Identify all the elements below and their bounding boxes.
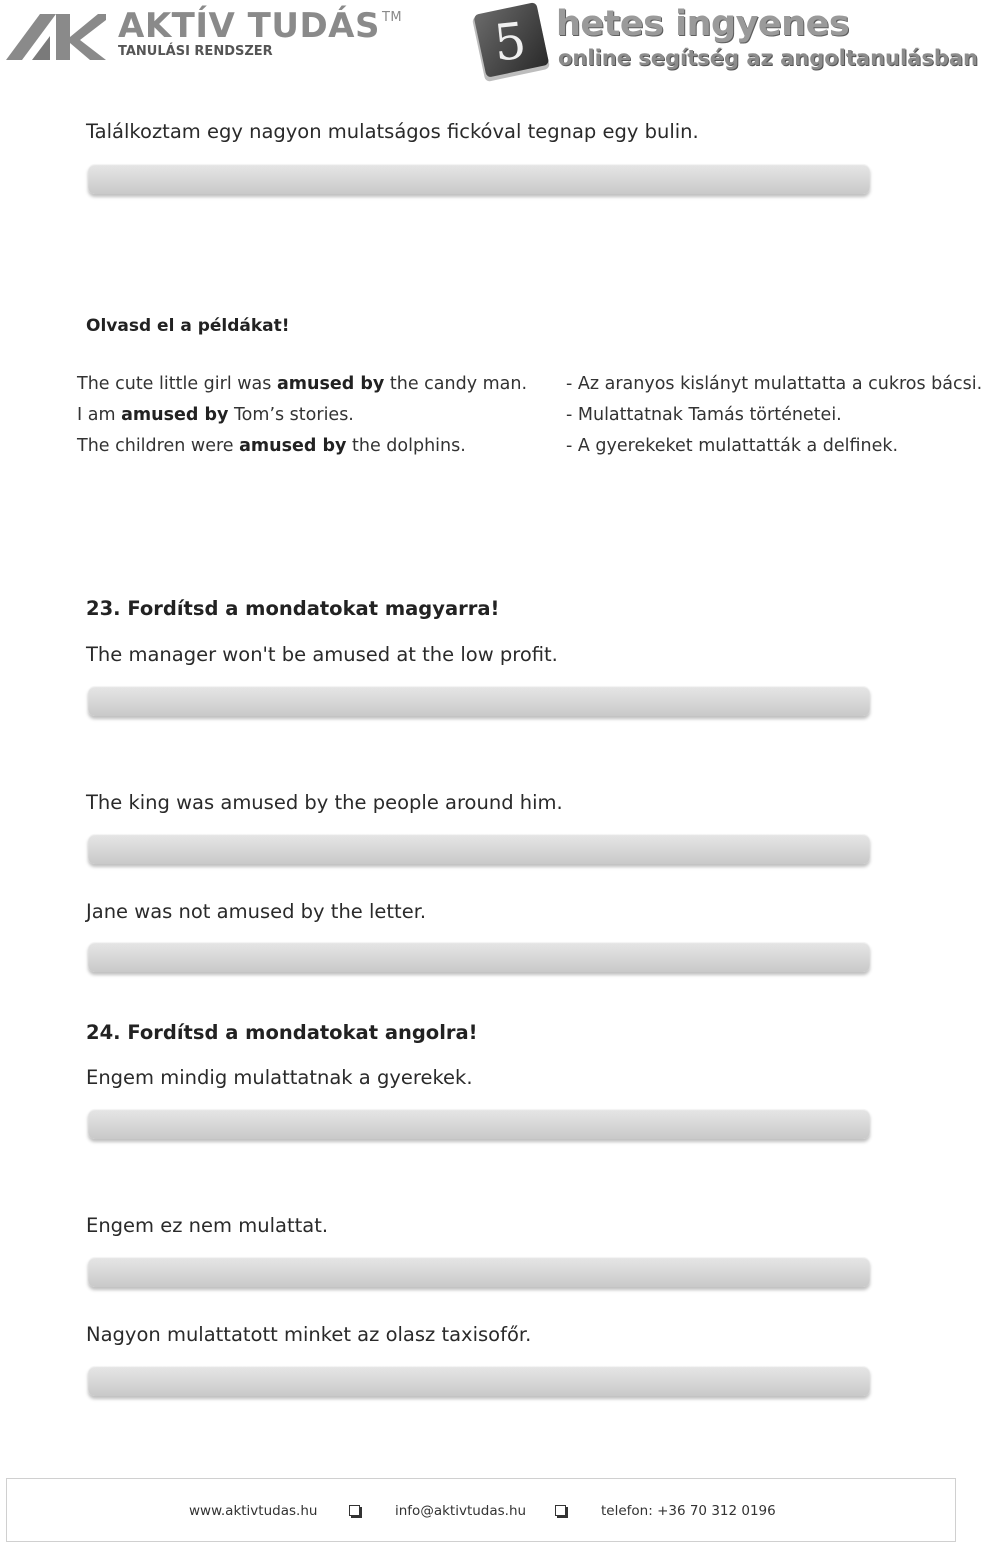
answer-field-intro[interactable] [88, 164, 870, 194]
five-week-badge [470, 2, 552, 89]
footer-phone: telefon: +36 70 312 0196 [601, 1503, 776, 1519]
example-en-1: The cute little girl was amused by the candy man. [77, 374, 528, 394]
brand-logo-text [118, 6, 402, 59]
promo-headline: hetes ingyenes [556, 4, 850, 44]
answer-field-24-1[interactable] [88, 1109, 870, 1139]
examples-instruction: Olvasd el a példákat! [86, 316, 290, 336]
brand-subtitle: TANULÁSI RENDSZER [118, 44, 273, 59]
exercise-24-sentence-1: Engem mindig mulattatnak a gyerekek. [86, 1066, 473, 1089]
answer-field-24-2[interactable] [88, 1257, 870, 1287]
footer-separator-icon [555, 1505, 566, 1516]
exercise-23-sentence-3: Jane was not amused by the letter. [86, 900, 427, 923]
example-hu-1: - Az aranyos kislányt mulattatta a cukros bácsi. [566, 374, 982, 394]
exercise-23-sentence-2: The king was amused by the people around him. [86, 791, 563, 814]
answer-field-23-2[interactable] [88, 834, 870, 864]
exercise-23-sentence-1: The manager won't be amused at the low profit. [86, 643, 558, 666]
exercise-23-heading: 23. Fordítsd a mondatokat magyarra! [86, 597, 500, 620]
brand-logo-mark [6, 10, 106, 67]
example-hu-3: - A gyerekeket mulattatták a delfinek. [566, 436, 899, 456]
example-en-2: I am amused by Tom’s stories. [77, 405, 354, 425]
page-footer [6, 1478, 956, 1542]
answer-field-23-1[interactable] [88, 686, 870, 716]
brand-name: AKTÍV TUDÁS [118, 6, 380, 46]
intro-sentence: Találkoztam egy nagyon mulatságos fickóval tegnap egy bulin. [86, 120, 699, 143]
badge-number: 5 [491, 11, 529, 73]
footer-email-link[interactable]: info@aktivtudas.hu [395, 1503, 527, 1519]
exercise-24-heading: 24. Fordítsd a mondatokat angolra! [86, 1021, 478, 1044]
promo-subline: online segítség az angoltanulásban [558, 46, 978, 70]
exercise-24-sentence-2: Engem ez nem mulattat. [86, 1214, 329, 1237]
answer-field-24-3[interactable] [88, 1366, 870, 1396]
footer-separator-icon [349, 1505, 360, 1516]
example-hu-2: - Mulattatnak Tamás történetei. [566, 405, 842, 425]
footer-website-link[interactable]: www.aktivtudas.hu [189, 1503, 318, 1519]
trademark: TM [381, 10, 403, 25]
exercise-24-sentence-3: Nagyon mulattatott minket az olasz taxisofőr. [86, 1323, 532, 1346]
example-en-3: The children were amused by the dolphins. [77, 436, 466, 456]
answer-field-23-3[interactable] [88, 942, 870, 972]
